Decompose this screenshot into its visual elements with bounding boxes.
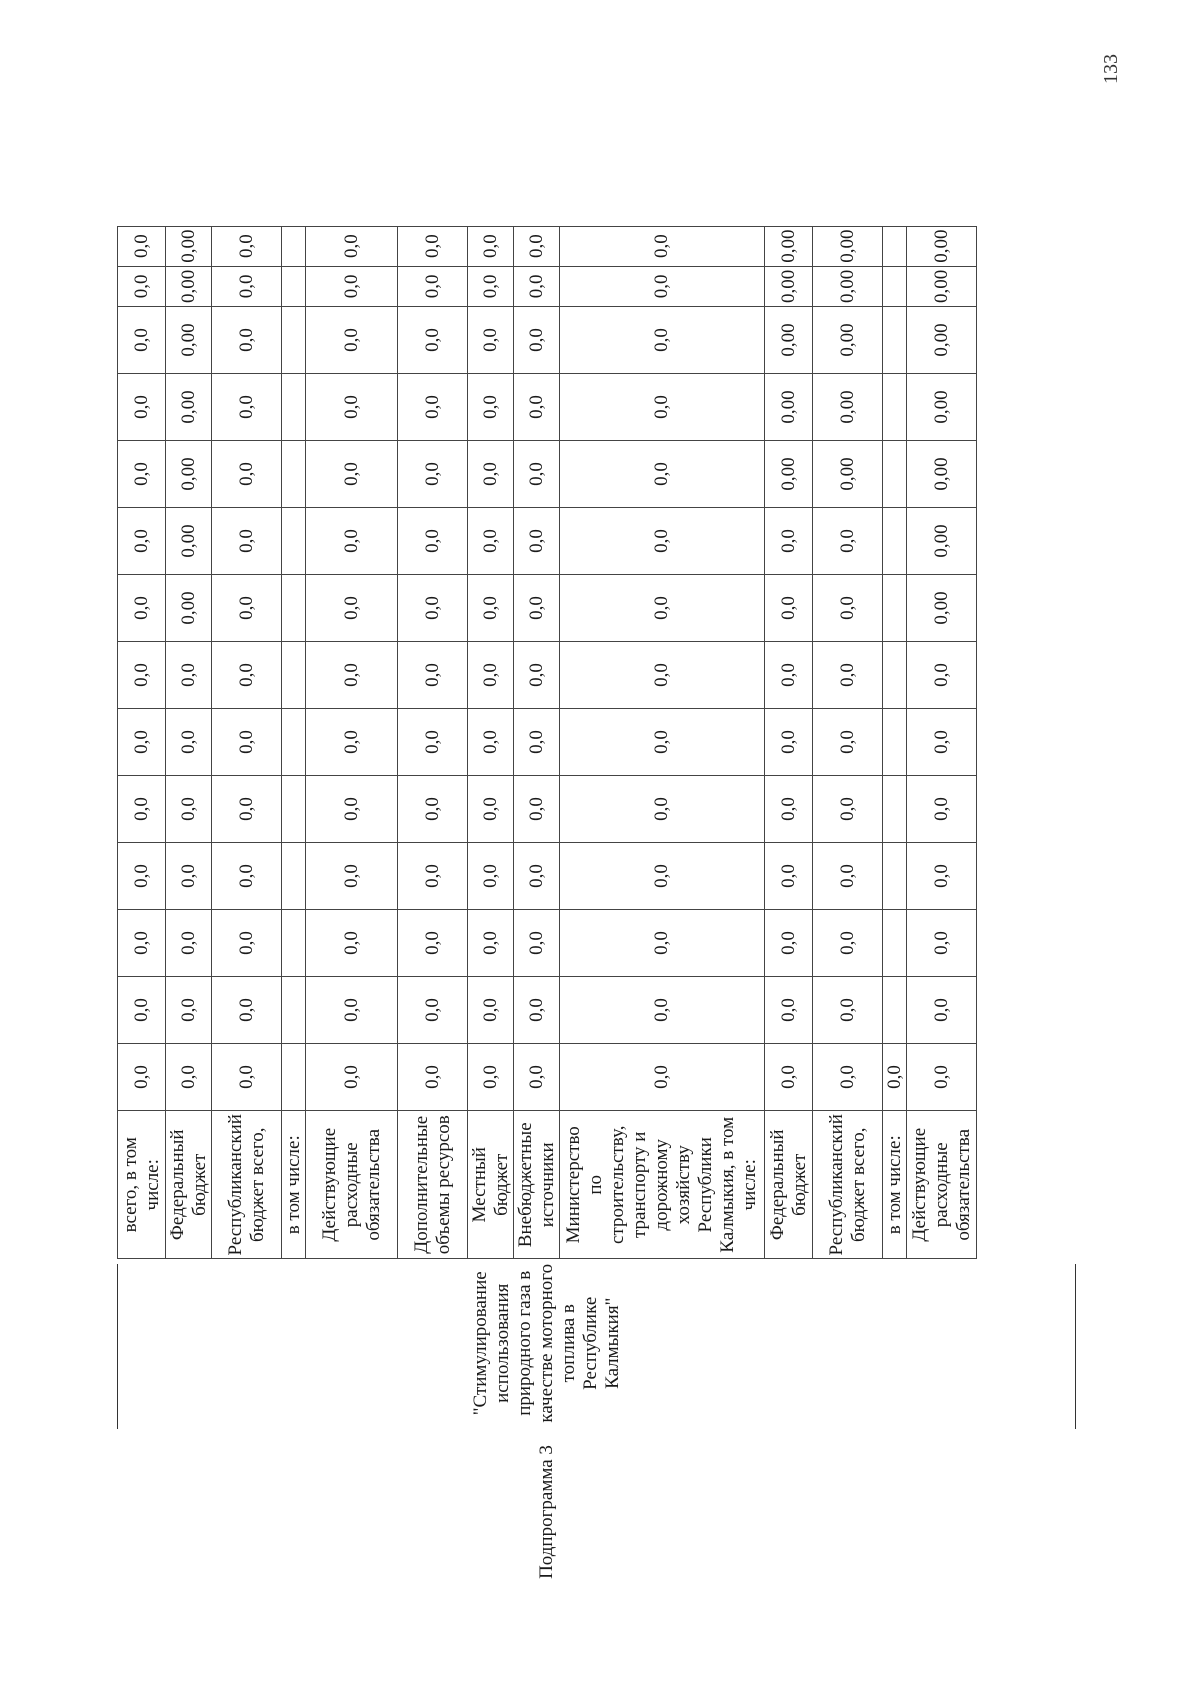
value-cell: 0,0 (813, 1044, 883, 1111)
value-cell: 0,0 (765, 843, 813, 910)
value-cell (883, 776, 907, 843)
value-cell: 0,00 (166, 575, 212, 642)
value-cell: 0,0 (468, 1044, 514, 1111)
value-cell: 0,0 (166, 977, 212, 1044)
value-cell (883, 575, 907, 642)
page-number: 133 (1100, 54, 1122, 84)
value-cell: 0,00 (907, 575, 977, 642)
value-cell: 0,0 (212, 374, 282, 441)
value-cell: 0,0 (212, 843, 282, 910)
value-cell (883, 266, 907, 306)
value-cell: 0,00 (765, 226, 813, 266)
value-cell: 0,0 (765, 910, 813, 977)
value-cell: 0,0 (118, 709, 166, 776)
value-cell: 0,0 (765, 642, 813, 709)
program-title: "Стимулирование использования природного газа в качестве моторного топлива в Республике Калмыкия" (118, 1259, 977, 1427)
value-cell: 0,0 (398, 374, 468, 441)
value-cell: 0,0 (514, 910, 560, 977)
value-cell (282, 575, 306, 642)
value-cell (883, 910, 907, 977)
value-cell: 0,00 (907, 508, 977, 575)
value-cell: 0,0 (306, 307, 398, 374)
value-cell: 0,0 (813, 709, 883, 776)
value-cell: 0,0 (118, 508, 166, 575)
value-cell: 0,0 (514, 843, 560, 910)
value-cell: 0,0 (398, 307, 468, 374)
value-cell: 0,0 (212, 709, 282, 776)
value-cell (883, 977, 907, 1044)
value-cell: 0,0 (907, 1044, 977, 1111)
value-cell: 0,0 (398, 776, 468, 843)
category-cell: Местный бюджет (468, 1111, 514, 1259)
category-cell: Дополнительные объемы ресурсов (398, 1111, 468, 1259)
value-cell (282, 776, 306, 843)
value-cell: 0,0 (118, 843, 166, 910)
value-cell: 0,0 (560, 266, 765, 306)
value-cell (282, 642, 306, 709)
value-cell: 0,0 (398, 508, 468, 575)
value-cell: 0,0 (468, 226, 514, 266)
value-cell: 0,00 (907, 374, 977, 441)
value-cell: 0,0 (560, 1044, 765, 1111)
value-cell: 0,0 (813, 977, 883, 1044)
value-cell: 0,00 (166, 226, 212, 266)
value-cell: 0,0 (514, 575, 560, 642)
bottom-rule (1075, 1264, 1076, 1429)
value-cell: 0,0 (468, 266, 514, 306)
value-cell (282, 226, 306, 266)
value-cell (883, 374, 907, 441)
value-cell: 0,0 (212, 776, 282, 843)
value-cell: 0,0 (398, 709, 468, 776)
value-cell: 0,00 (907, 266, 977, 306)
value-cell: 0,0 (560, 977, 765, 1044)
value-cell: 0,0 (306, 910, 398, 977)
value-cell: 0,0 (813, 910, 883, 977)
value-cell: 0,0 (560, 575, 765, 642)
value-cell (282, 508, 306, 575)
category-cell: Республиканский бюджет всего, (813, 1111, 883, 1259)
value-cell: 0,0 (398, 977, 468, 1044)
value-cell: 0,0 (468, 776, 514, 843)
value-cell (282, 374, 306, 441)
value-cell: 0,0 (398, 1044, 468, 1111)
category-cell: в том числе: (883, 1111, 907, 1259)
value-cell: 0,0 (118, 226, 166, 266)
value-cell: 0,0 (306, 508, 398, 575)
value-cell: 0,0 (813, 575, 883, 642)
value-cell: 0,0 (514, 1044, 560, 1111)
value-cell: 0,00 (813, 307, 883, 374)
value-cell: 0,0 (166, 843, 212, 910)
value-cell: 0,00 (166, 374, 212, 441)
value-cell: 0,0 (765, 977, 813, 1044)
value-cell (282, 709, 306, 776)
value-cell (883, 226, 907, 266)
value-cell (282, 910, 306, 977)
value-cell: 0,00 (166, 441, 212, 508)
value-cell: 0,0 (118, 1044, 166, 1111)
value-cell: 0,0 (306, 843, 398, 910)
value-cell: 0,0 (560, 709, 765, 776)
value-cell: 0,0 (514, 441, 560, 508)
value-cell (282, 307, 306, 374)
value-cell: 0,0 (212, 642, 282, 709)
value-cell: 0,0 (468, 508, 514, 575)
category-cell: Федеральный бюджет (166, 1111, 212, 1259)
value-cell: 0,0 (306, 575, 398, 642)
value-cell: 0,0 (398, 226, 468, 266)
value-cell: 0,0 (118, 776, 166, 843)
value-cell: 0,00 (907, 441, 977, 508)
value-cell: 0,0 (765, 1044, 813, 1111)
value-cell: 0,0 (166, 642, 212, 709)
value-cell: 0,0 (118, 642, 166, 709)
value-cell (282, 266, 306, 306)
value-cell: 0,0 (398, 843, 468, 910)
value-cell: 0,00 (813, 226, 883, 266)
value-cell: 0,0 (398, 910, 468, 977)
value-cell: 0,0 (212, 910, 282, 977)
value-cell (282, 1044, 306, 1111)
category-cell: Внебюджетные источники (514, 1111, 560, 1259)
value-cell: 0,0 (560, 776, 765, 843)
value-cell: 0,00 (907, 307, 977, 374)
value-cell: 0,0 (560, 307, 765, 374)
value-cell: 0,0 (907, 776, 977, 843)
value-cell: 0,0 (166, 1044, 212, 1111)
value-cell: 0,0 (514, 709, 560, 776)
value-cell: 0,00 (813, 374, 883, 441)
value-cell: 0,0 (765, 776, 813, 843)
subprogram-label: Подпрограмма 3 (536, 1445, 557, 1579)
value-cell: 0,0 (306, 1044, 398, 1111)
value-cell: 0,0 (118, 374, 166, 441)
value-cell: 0,0 (765, 508, 813, 575)
value-cell (883, 508, 907, 575)
value-cell: 0,0 (212, 226, 282, 266)
budget-table (117, 226, 977, 1597)
category-cell: Действующие расходные обязательства (306, 1111, 398, 1259)
value-cell: 0,00 (166, 266, 212, 306)
value-cell: 0,0 (514, 374, 560, 441)
category-cell: всего, в том числе: (118, 1111, 166, 1259)
value-cell: 0,0 (907, 642, 977, 709)
value-cell: 0,0 (306, 977, 398, 1044)
value-cell: 0,0 (118, 441, 166, 508)
value-cell: 0,0 (560, 508, 765, 575)
value-cell: 0,0 (813, 843, 883, 910)
value-cell: 0,00 (166, 307, 212, 374)
category-cell: Федеральный бюджет (765, 1111, 813, 1259)
value-cell: 0,0 (468, 374, 514, 441)
value-cell: 0,0 (468, 307, 514, 374)
value-cell: 0,0 (118, 977, 166, 1044)
value-cell: 0,0 (398, 575, 468, 642)
value-cell: 0,0 (514, 508, 560, 575)
value-cell: 0,0 (306, 709, 398, 776)
value-cell (883, 642, 907, 709)
value-cell: 0,0 (813, 642, 883, 709)
category-cell: Республиканский бюджет всего, (212, 1111, 282, 1259)
value-cell: 0,00 (765, 374, 813, 441)
category-cell: Действующие расходные обязательства (907, 1111, 977, 1259)
value-cell: 0,0 (468, 575, 514, 642)
value-cell: 0,0 (166, 709, 212, 776)
value-cell: 0,0 (468, 441, 514, 508)
value-cell: 0,0 (166, 910, 212, 977)
value-cell: 0,0 (212, 575, 282, 642)
value-cell: 0,0 (212, 307, 282, 374)
value-cell: 0,0 (306, 374, 398, 441)
value-cell (282, 441, 306, 508)
value-cell: 0,00 (907, 226, 977, 266)
category-cell: в том числе: (282, 1111, 306, 1259)
value-cell (883, 709, 907, 776)
value-cell: 0,0 (907, 977, 977, 1044)
value-cell: 0,0 (212, 1044, 282, 1111)
value-cell: 0,00 (166, 508, 212, 575)
value-cell: 0,0 (514, 266, 560, 306)
value-cell: 0,0 (560, 226, 765, 266)
value-cell: 0,0 (166, 776, 212, 843)
value-cell: 0,00 (765, 307, 813, 374)
value-cell: 0,0 (468, 709, 514, 776)
value-cell (883, 307, 907, 374)
category-cell: Министерство по строительству, транспорту и дорожному хозяйству Республики Калмыкия, в том числе: (560, 1111, 765, 1259)
value-cell: 0,0 (212, 977, 282, 1044)
value-cell: 0,0 (560, 910, 765, 977)
value-cell: 0,0 (514, 226, 560, 266)
value-cell: 0,0 (398, 266, 468, 306)
value-cell: 0,0 (560, 843, 765, 910)
value-cell: 0,0 (514, 642, 560, 709)
value-cell: 0,0 (118, 307, 166, 374)
value-cell: 0,0 (907, 910, 977, 977)
value-cell: 0,0 (306, 441, 398, 508)
value-cell (282, 843, 306, 910)
value-cell: 0,0 (306, 776, 398, 843)
value-cell (282, 977, 306, 1044)
value-cell: 0,0 (514, 977, 560, 1044)
value-cell: 0,0 (306, 642, 398, 709)
value-cell: 0,00 (813, 266, 883, 306)
value-cell: 0,0 (468, 642, 514, 709)
value-cell: 0,0 (560, 374, 765, 441)
value-cell: 0,0 (765, 709, 813, 776)
value-cell: 0,0 (468, 910, 514, 977)
value-cell (883, 441, 907, 508)
value-cell: 0,0 (514, 307, 560, 374)
value-cell: 0,0 (560, 642, 765, 709)
value-cell: 0,0 (212, 266, 282, 306)
value-cell: 0,0 (118, 575, 166, 642)
value-cell: 0,0 (398, 642, 468, 709)
value-cell: 0,00 (813, 441, 883, 508)
value-cell: 0,0 (306, 226, 398, 266)
value-cell: 0,0 (907, 843, 977, 910)
table-row (118, 226, 166, 1597)
value-cell: 0,0 (765, 575, 813, 642)
value-cell: 0,0 (398, 441, 468, 508)
value-cell: 0,0 (118, 266, 166, 306)
value-cell: 0,0 (514, 776, 560, 843)
value-cell: 0,0 (813, 776, 883, 843)
value-cell: 0,0 (560, 441, 765, 508)
value-cell: 0,0 (883, 1044, 907, 1111)
value-cell: 0,0 (907, 709, 977, 776)
value-cell: 0,0 (813, 508, 883, 575)
value-cell: 0,0 (212, 441, 282, 508)
value-cell: 0,0 (468, 977, 514, 1044)
value-cell: 0,00 (765, 441, 813, 508)
value-cell: 0,0 (212, 508, 282, 575)
value-cell (883, 843, 907, 910)
value-cell: 0,0 (468, 843, 514, 910)
value-cell: 0,0 (118, 910, 166, 977)
value-cell: 0,0 (306, 266, 398, 306)
value-cell: 0,00 (765, 266, 813, 306)
